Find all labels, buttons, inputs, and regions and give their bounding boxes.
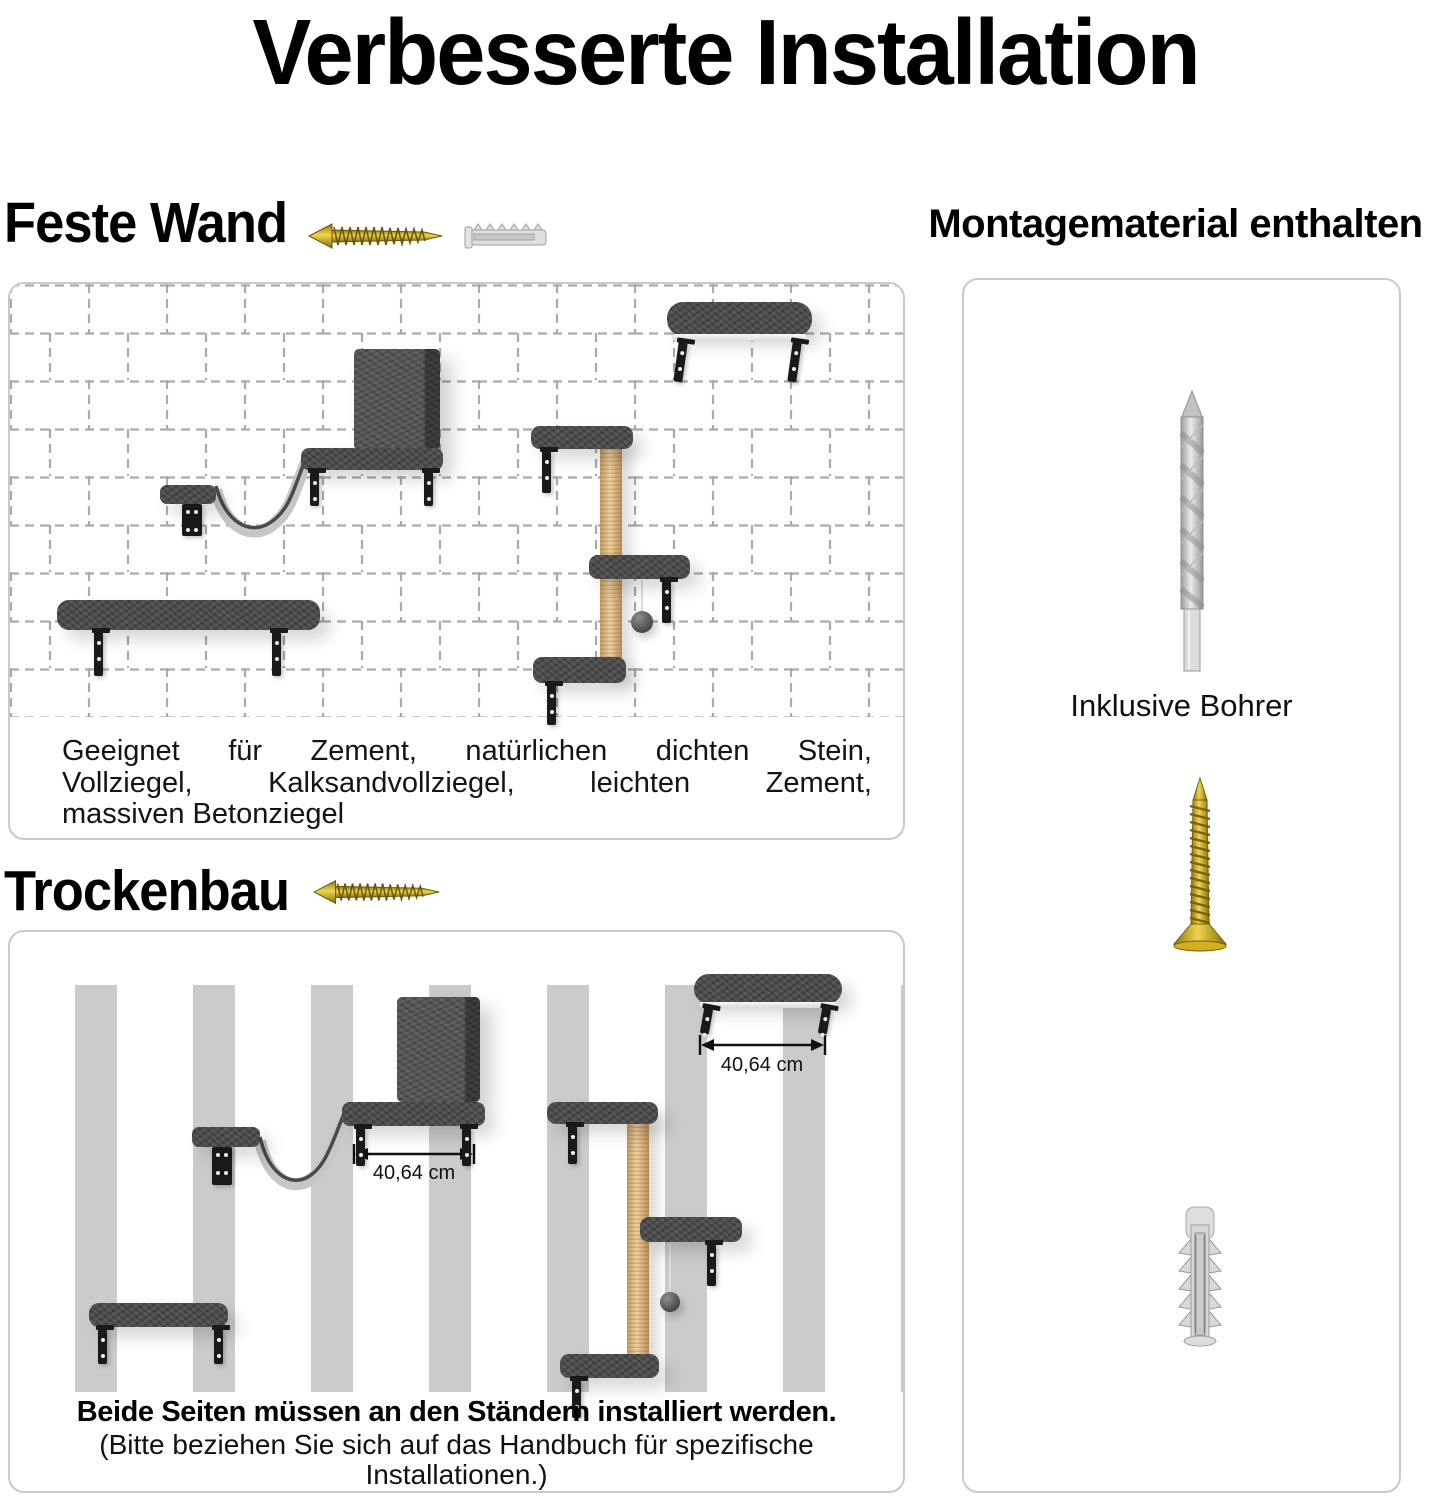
shelf-bracket (214, 1329, 223, 1364)
wall-shelf (694, 974, 842, 1004)
page-title: Verbesserte Installation (252, 0, 1199, 104)
toy-ball-icon (660, 1292, 680, 1312)
description-line: massiven Betonziegel (62, 798, 345, 830)
drywall-note-line2: (Bitte beziehen Sie sich auf das Handbuch für spezifische (99, 1429, 814, 1460)
post-middle-shelf (589, 555, 690, 579)
description-line: Geeignet für Zement, natürlichen dichten Stein, (62, 735, 872, 767)
dimension-arrow (354, 1144, 474, 1164)
shelf-bracket (272, 632, 281, 676)
shelf-bracket (98, 1329, 107, 1364)
screw-icon (307, 876, 447, 908)
description-line: Vollziegel, Kalksandvollziegel, leichten Zement, (62, 766, 872, 799)
drill-caption: Inklusive Bohrer (1070, 688, 1293, 723)
shelf-bracket (707, 1244, 716, 1286)
drywall-panel (8, 930, 905, 1493)
post-middle-shelf (640, 1217, 742, 1242)
section-heading-feste-wand: Feste Wand (4, 191, 288, 255)
step-shelf (301, 448, 443, 470)
solid-wall-description (62, 736, 872, 831)
shelf-bracket (94, 632, 103, 676)
shelf-bracket (462, 1128, 471, 1166)
drill-bit-icon (1170, 389, 1214, 674)
post-bottom-shelf (533, 657, 626, 683)
bracket-plate (212, 1147, 232, 1185)
section-heading-trockenbau: Trockenbau (4, 859, 290, 923)
post-bottom-shelf (560, 1354, 659, 1378)
cat-cube-house (354, 349, 440, 450)
cat-cube-house (397, 997, 480, 1102)
drywall-note-bold: Beide Seiten müssen an den Ständern installiert werden. (76, 1396, 837, 1428)
solid-wall-panel (8, 282, 905, 840)
shelf-bracket (310, 472, 319, 506)
dimension-label: 40,64 cm (720, 1054, 804, 1076)
hardware-panel (962, 278, 1401, 1493)
shelf-bracket (662, 581, 671, 623)
post-top-shelf (531, 426, 633, 449)
screw-icon (1172, 776, 1228, 958)
drywall-note-line3: Installationen.) (365, 1459, 548, 1490)
small-shelf (160, 485, 216, 504)
shelf-bracket (568, 1126, 577, 1164)
screw-icon (306, 219, 446, 253)
post-top-shelf (547, 1102, 658, 1124)
wall-anchor-icon (458, 221, 556, 253)
dimension-arrow (700, 1035, 825, 1055)
small-shelf (192, 1127, 260, 1147)
dimension-label: 40,64 cm (372, 1162, 456, 1184)
shelf-bracket (547, 685, 556, 725)
long-wall-shelf (89, 1303, 228, 1327)
step-shelf (342, 1102, 485, 1126)
shelf-bracket (542, 451, 551, 493)
shelf-bracket (356, 1128, 365, 1166)
bracket-plate (182, 504, 202, 536)
shelf-bracket (424, 472, 433, 506)
wall-shelf (667, 302, 812, 336)
long-wall-shelf (57, 600, 320, 630)
wall-anchor-icon (1174, 1205, 1226, 1347)
section-heading-montagematerial: Montagematerial enthalten (928, 202, 1423, 246)
toy-ball-icon (631, 611, 653, 633)
